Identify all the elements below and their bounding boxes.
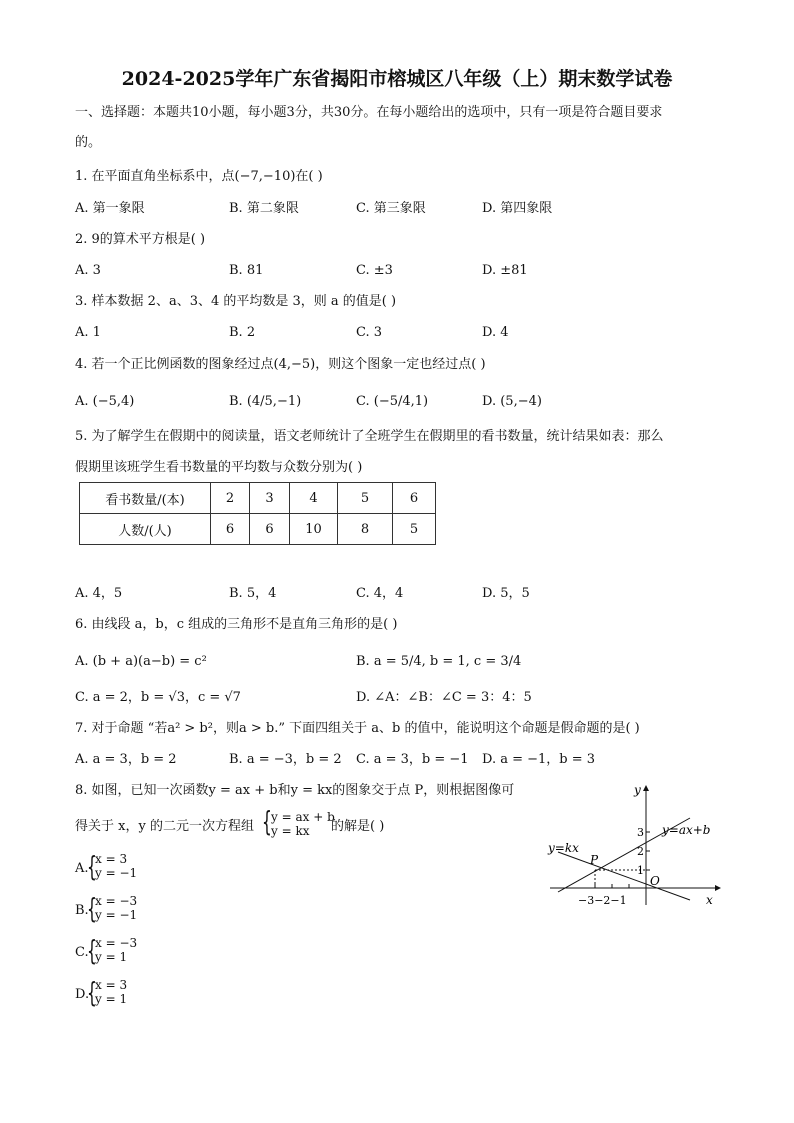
question-5-stem: 5. 为了解学生在假期中的阅读量，语文老师统计了全班学生在假期里的看书数量，统计结果如表：那么	[75, 429, 664, 444]
question-8-stem: 8. 如图，已知一次函数y = ax + b和y = kx的图象交于点 P，则根据图像可	[75, 783, 515, 798]
q3-option-b[interactable]: B. 2	[229, 325, 256, 340]
system-brace: {	[87, 892, 97, 925]
q8-option-a-label[interactable]: A.	[75, 861, 89, 876]
q5-option-a[interactable]: A. 4，5	[75, 586, 123, 601]
q2-option-c[interactable]: C. ±3	[356, 263, 393, 278]
x-tick-labels: −3−2−1	[578, 894, 627, 907]
q2-option-a[interactable]: A. 3	[75, 263, 101, 278]
q5-option-b[interactable]: B. 5，4	[229, 586, 277, 601]
q8-option-b-line1: x = −3	[95, 894, 138, 908]
q3-option-c[interactable]: C. 3	[356, 325, 383, 340]
section-heading: 一、选择题：本题共10小题，每小题3分，共30分。在每小题给出的选项中，只有一项是符合题目要求	[75, 105, 663, 120]
line-ax-b-label: y=ax+b	[662, 823, 711, 837]
q8-option-b-label[interactable]: B.	[75, 903, 89, 918]
book-count-table	[79, 482, 436, 545]
q4-option-d[interactable]: D. (5,−4)	[482, 394, 542, 409]
table-cell: 5	[393, 514, 436, 545]
y-tick-label: 3	[637, 826, 644, 839]
table-cell: 4	[290, 483, 338, 514]
table-cell: 人数/(人)	[80, 514, 211, 545]
q4-option-c[interactable]: C. (−5/4,1)	[356, 394, 429, 409]
q1-option-a[interactable]: A. 第一象限	[75, 201, 145, 216]
q8-option-c-line1: x = −3	[95, 936, 138, 950]
system-brace: {	[87, 976, 97, 1009]
q8-option-a-line1: x = 3	[95, 852, 128, 866]
q1-option-c[interactable]: C. 第三象限	[356, 201, 426, 216]
q6-option-c[interactable]: C. a = 2，b = √3，c = √7	[75, 690, 241, 705]
table-row	[80, 514, 436, 545]
table-cell: 6	[393, 483, 436, 514]
question-1-stem: 1. 在平面直角坐标系中，点(−7,−10)在( )	[75, 169, 323, 184]
origin-label: O	[650, 874, 660, 888]
q2-option-b[interactable]: B. 81	[229, 263, 264, 278]
q5-option-c[interactable]: C. 4，4	[356, 586, 404, 601]
point-p-label: P	[590, 853, 599, 867]
table-cell: 5	[338, 483, 393, 514]
q8-option-d-label[interactable]: D.	[75, 987, 90, 1002]
question-8-stem-end: 的解是( )	[331, 819, 385, 834]
table-cell: 看书数量/(本)	[80, 483, 211, 514]
function-graph	[540, 780, 730, 910]
q6-option-d[interactable]: D. ∠A：∠B：∠C = 3：4：5	[356, 690, 532, 705]
y-tick-label: 2	[637, 845, 644, 858]
table-cell: 6	[250, 514, 290, 545]
question-6-stem: 6. 由线段 a，b，c 组成的三角形不是直角三角形的是( )	[75, 617, 398, 632]
q8-option-b-line2: y = −1	[95, 908, 138, 922]
system-eq-2: y = kx	[271, 824, 310, 838]
section-heading-cont: 的。	[75, 135, 102, 150]
table-row	[80, 483, 436, 514]
line-kx	[558, 852, 690, 900]
q7-option-d[interactable]: D. a = −1，b = 3	[482, 752, 596, 767]
table-cell: 3	[250, 483, 290, 514]
table-cell: 2	[211, 483, 250, 514]
question-5-stem-cont: 假期里该班学生看书数量的平均数与众数分别为( )	[75, 460, 363, 475]
q2-option-d[interactable]: D. ±81	[482, 263, 528, 278]
q8-option-d-line1: x = 3	[95, 978, 128, 992]
q1-option-d[interactable]: D. 第四象限	[482, 201, 553, 216]
y-tick-label: 1	[637, 864, 644, 877]
q6-option-a[interactable]: A. (b + a)(a−b) = c²	[75, 654, 207, 669]
table-cell: 10	[290, 514, 338, 545]
table-cell: 8	[338, 514, 393, 545]
x-axis-label: x	[706, 893, 713, 907]
q8-option-c-label[interactable]: C.	[75, 945, 89, 960]
system-brace: {	[262, 805, 272, 838]
q7-option-b[interactable]: B. a = −3，b = 2	[229, 752, 342, 767]
question-7-stem: 7. 对于命题 “若a² > b²，则a > b.” 下面四组关于 a、b 的值中，能说明这个命题是假命题的是( )	[75, 721, 640, 736]
q4-option-b[interactable]: B. (4/5,−1)	[229, 394, 302, 409]
q7-option-c[interactable]: C. a = 3，b = −1	[356, 752, 469, 767]
q3-option-a[interactable]: A. 1	[75, 325, 101, 340]
system-eq-1: y = ax + b	[271, 810, 335, 824]
q1-option-b[interactable]: B. 第二象限	[229, 201, 299, 216]
line-kx-label: y=kx	[548, 841, 579, 855]
q8-option-a-line2: y = −1	[95, 866, 138, 880]
system-brace: {	[87, 850, 97, 883]
q8-option-d-line2: y = 1	[95, 992, 128, 1006]
exam-title: 2024-2025学年广东省揭阳市榕城区八年级（上）期末数学试卷	[121, 68, 673, 90]
q8-option-c-line2: y = 1	[95, 950, 128, 964]
question-8-stem-cont: 得关于 x，y 的二元一次方程组	[75, 819, 254, 834]
question-3-stem: 3. 样本数据 2、a、3、4 的平均数是 3，则 a 的值是( )	[75, 294, 397, 309]
table-cell: 6	[211, 514, 250, 545]
q4-option-a[interactable]: A. (−5,4)	[75, 394, 135, 409]
system-brace: {	[87, 934, 97, 967]
q3-option-d[interactable]: D. 4	[482, 325, 509, 340]
q5-option-d[interactable]: D. 5，5	[482, 586, 530, 601]
y-axis-label: y	[634, 783, 641, 797]
question-2-stem: 2. 9的算术平方根是( )	[75, 232, 206, 247]
question-4-stem: 4. 若一个正比例函数的图象经过点(4,−5)，则这个图象一定也经过点( )	[75, 357, 486, 372]
q7-option-a[interactable]: A. a = 3，b = 2	[75, 752, 177, 767]
q6-option-b[interactable]: B. a = 5/4, b = 1, c = 3/4	[356, 654, 522, 669]
